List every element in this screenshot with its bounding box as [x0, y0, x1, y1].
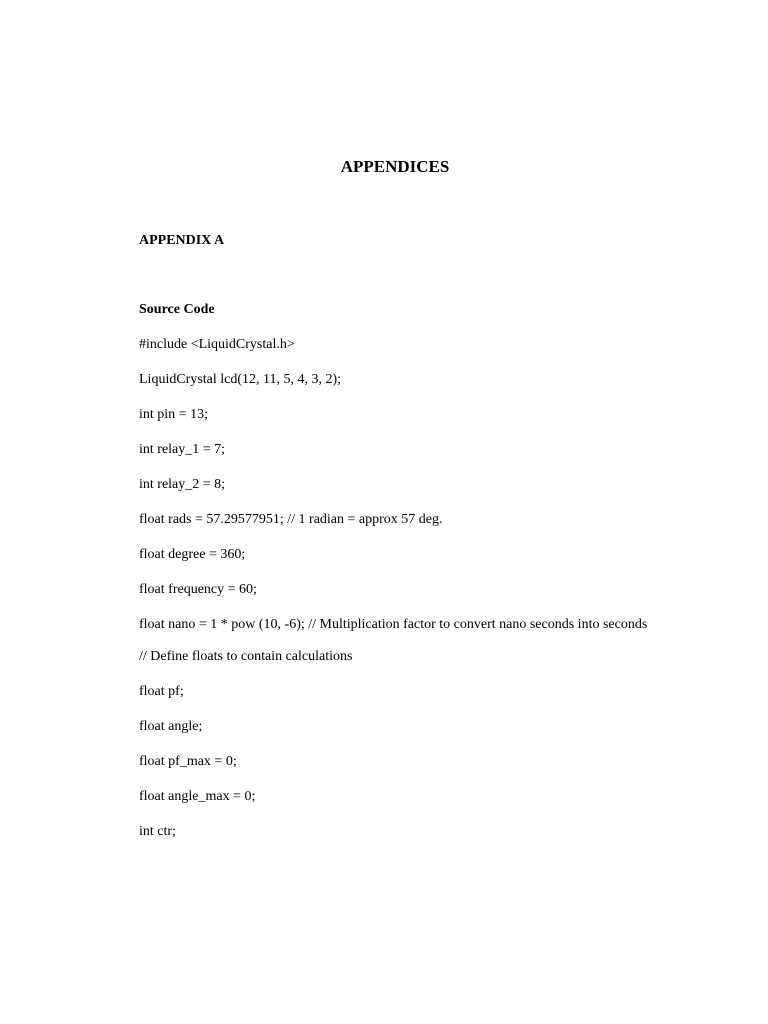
code-line: float nano = 1 * pow (10, -6); // Multiplication factor to convert nano seconds into seconds	[139, 617, 648, 632]
section-heading: Source Code	[139, 302, 215, 317]
code-line: float angle;	[139, 719, 203, 734]
source-code-listing	[139, 335, 659, 857]
code-line: LiquidCrystal lcd(12, 11, 5, 4, 3, 2);	[139, 372, 342, 387]
code-line: float frequency = 60;	[139, 582, 257, 597]
code-line: float degree = 360;	[139, 547, 246, 562]
code-line: int ctr;	[139, 824, 176, 839]
code-line: int relay_2 = 8;	[139, 477, 226, 492]
code-line: float pf_max = 0;	[139, 754, 237, 769]
code-line: float angle_max = 0;	[139, 789, 256, 804]
appendix-heading: APPENDIX A	[139, 233, 225, 248]
code-line: #include <LiquidCrystal.h>	[139, 337, 295, 352]
code-line: int relay_1 = 7;	[139, 442, 226, 457]
code-line: int pin = 13;	[139, 407, 208, 422]
code-line: float pf;	[139, 684, 184, 699]
code-line: float rads = 57.29577951; // 1 radian = approx 57 deg.	[139, 512, 443, 527]
page-title: APPENDICES	[340, 157, 450, 176]
code-line: // Define floats to contain calculations	[139, 649, 353, 664]
